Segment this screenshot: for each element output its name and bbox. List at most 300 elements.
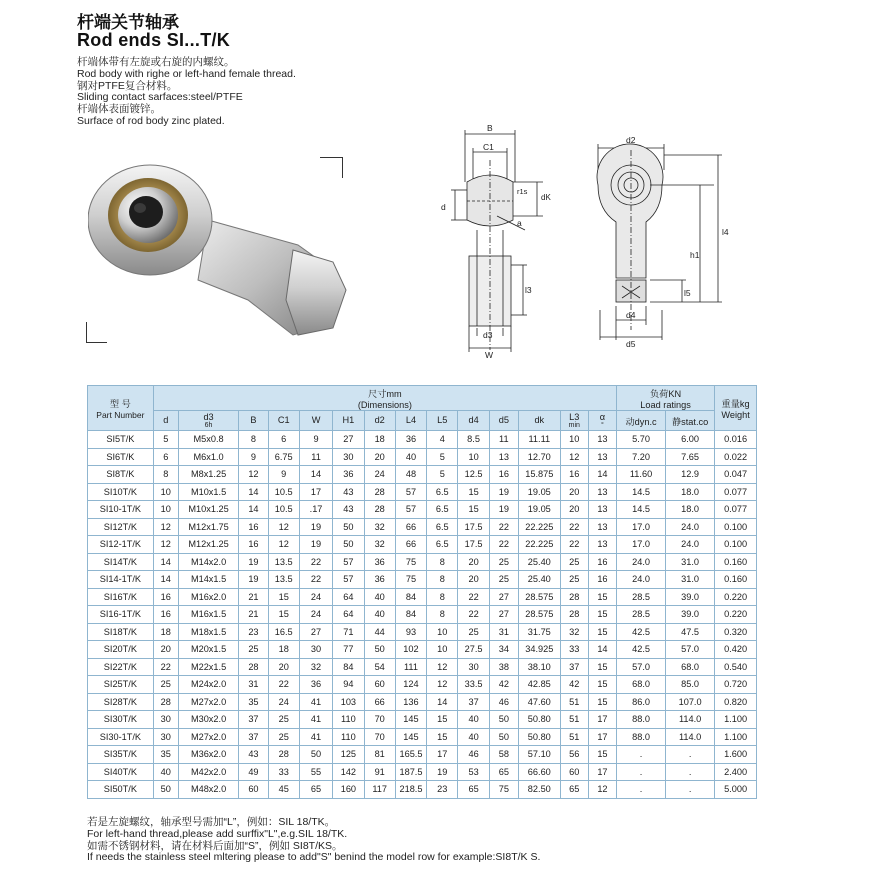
table-row: [88, 781, 757, 799]
table-cell: M6x1.0: [178, 448, 239, 466]
table-cell: 25: [560, 571, 588, 589]
table-cell: 36: [364, 553, 395, 571]
table-cell: 50: [299, 746, 332, 764]
table-cell: 22: [560, 518, 588, 536]
table-cell: 84: [333, 658, 364, 676]
header-model-cn: 型 号: [109, 399, 131, 409]
table-cell: 22: [268, 676, 299, 694]
table-cell: 31: [239, 676, 268, 694]
table-cell: 27: [489, 588, 518, 606]
table-cell: 1.100: [715, 728, 757, 746]
part-number-cell: SI14-1T/K: [88, 571, 154, 589]
table-cell: 124: [395, 676, 426, 694]
table-cell: 0.047: [715, 466, 757, 484]
table-cell: 22: [153, 658, 178, 676]
table-cell: 54: [364, 658, 395, 676]
column-header-dyn: 动dyn.c: [617, 411, 666, 431]
header-load-cn: 负荷KN: [650, 389, 682, 399]
part-number-cell: SI12-1T/K: [88, 536, 154, 554]
table-cell: 1.600: [715, 746, 757, 764]
column-header: [427, 411, 458, 431]
table-cell: 27: [333, 431, 364, 449]
table-cell: 24: [299, 588, 332, 606]
part-number-cell: SI14T/K: [88, 553, 154, 571]
table-cell: M27x2.0: [178, 728, 239, 746]
table-cell: 8: [427, 553, 458, 571]
table-cell: 6: [268, 431, 299, 449]
table-cell: 51: [560, 711, 588, 729]
column-header: [268, 411, 299, 431]
table-cell: M14x1.5: [178, 571, 239, 589]
column-header-label: B: [250, 415, 257, 425]
table-cell: 22: [299, 553, 332, 571]
table-cell: 15: [268, 606, 299, 624]
table-cell: 15: [458, 483, 489, 501]
table-cell: 15: [427, 711, 458, 729]
table-cell: 0.160: [715, 553, 757, 571]
table-cell: 11.11: [518, 431, 560, 449]
part-number-cell: SI10T/K: [88, 483, 154, 501]
table-cell: 12: [588, 781, 616, 799]
bore: [129, 196, 163, 228]
table-cell: 68.0: [666, 658, 715, 676]
table-cell: 6.00: [666, 431, 715, 449]
part-number-cell: SI35T/K: [88, 746, 154, 764]
table-cell: M10x1.25: [178, 501, 239, 519]
header-weight: [715, 386, 757, 431]
table-cell: M48x2.0: [178, 781, 239, 799]
table-cell: 14: [153, 571, 178, 589]
table-cell: 41: [299, 728, 332, 746]
table-cell: 10: [153, 501, 178, 519]
table-cell: 41: [299, 711, 332, 729]
table-cell: 8: [427, 588, 458, 606]
table-cell: 43: [239, 746, 268, 764]
table-cell: 20: [458, 571, 489, 589]
table-cell: 57: [333, 553, 364, 571]
table-cell: 66: [395, 518, 426, 536]
table-cell: 30: [153, 728, 178, 746]
table-cell: M8x1.25: [178, 466, 239, 484]
table-cell: 66.60: [518, 763, 560, 781]
table-cell: 8: [427, 606, 458, 624]
table-cell: M18x1.5: [178, 623, 239, 641]
table-cell: M12x1.75: [178, 518, 239, 536]
table-cell: 60: [364, 676, 395, 694]
table-row: [88, 448, 757, 466]
table-cell: 5: [427, 448, 458, 466]
table-cell: 16: [153, 588, 178, 606]
table-cell: 15: [588, 588, 616, 606]
table-cell: 60: [239, 781, 268, 799]
table-cell: 38.10: [518, 658, 560, 676]
table-cell: 84: [395, 606, 426, 624]
table-cell: 20: [268, 658, 299, 676]
table-cell: 27: [489, 606, 518, 624]
table-cell: 7.20: [617, 448, 666, 466]
table-cell: 110: [333, 728, 364, 746]
table-cell: 25: [458, 623, 489, 641]
table-cell: 28: [560, 606, 588, 624]
table-cell: 20: [364, 448, 395, 466]
table-cell: 17.5: [458, 518, 489, 536]
table-cell: 42.5: [617, 623, 666, 641]
table-cell: 75: [395, 553, 426, 571]
column-header-label: d5: [498, 415, 509, 425]
table-cell: 107.0: [666, 693, 715, 711]
table-cell: 114.0: [666, 728, 715, 746]
table-cell: 17: [427, 746, 458, 764]
table-cell: 13: [588, 448, 616, 466]
table-cell: 14.5: [617, 483, 666, 501]
table-cell: 23: [427, 781, 458, 799]
table-cell: 24.0: [617, 571, 666, 589]
table-cell: 14: [427, 693, 458, 711]
table-cell: 13: [489, 448, 518, 466]
table-cell: 58: [489, 746, 518, 764]
table-cell: 68.0: [617, 676, 666, 694]
part-number-cell: SI22T/K: [88, 658, 154, 676]
table-row: [88, 553, 757, 571]
table-cell: 16: [239, 536, 268, 554]
table-row: [88, 501, 757, 519]
table-cell: 43: [333, 483, 364, 501]
table-cell: 53: [458, 763, 489, 781]
table-cell: M22x1.5: [178, 658, 239, 676]
table-cell: 22.225: [518, 536, 560, 554]
description-line: 钢对PTFE复合材料。: [77, 79, 178, 92]
table-cell: M10x1.5: [178, 483, 239, 501]
table-cell: 15: [268, 588, 299, 606]
part-number-cell: SI28T/K: [88, 693, 154, 711]
part-number-cell: SI5T/K: [88, 431, 154, 449]
table-cell: 28.575: [518, 606, 560, 624]
column-header: [395, 411, 426, 431]
table-cell: .: [666, 746, 715, 764]
table-cell: 42: [489, 676, 518, 694]
table-cell: 14: [299, 466, 332, 484]
table-cell: 11: [299, 448, 332, 466]
table-cell: 25: [153, 676, 178, 694]
table-cell: 102: [395, 641, 426, 659]
table-cell: 165.5: [395, 746, 426, 764]
title-english: Rod ends SI...T/K: [77, 30, 231, 50]
table-cell: 4: [427, 431, 458, 449]
table-cell: 117: [364, 781, 395, 799]
table-cell: 14: [239, 483, 268, 501]
table-cell: 25: [268, 728, 299, 746]
table-cell: 28: [239, 658, 268, 676]
table-cell: 11: [489, 431, 518, 449]
table-cell: 12.70: [518, 448, 560, 466]
table-cell: 36: [333, 466, 364, 484]
table-cell: 64: [333, 588, 364, 606]
column-header-label: d3: [203, 411, 214, 422]
table-cell: 18: [364, 431, 395, 449]
table-cell: 18.0: [666, 483, 715, 501]
table-row: [88, 536, 757, 554]
column-header: [299, 411, 332, 431]
table-cell: 24.0: [617, 553, 666, 571]
specification-table: [87, 385, 757, 799]
table-cell: 13: [588, 536, 616, 554]
table-cell: M36x2.0: [178, 746, 239, 764]
column-header-label: dk: [534, 415, 545, 425]
table-cell: M30x2.0: [178, 711, 239, 729]
part-number-cell: SI30T/K: [88, 711, 154, 729]
table-cell: 16.5: [268, 623, 299, 641]
part-number-cell: SI50T/K: [88, 781, 154, 799]
table-row: [88, 571, 757, 589]
table-cell: .: [666, 763, 715, 781]
table-cell: 36: [395, 431, 426, 449]
table-cell: 19: [299, 518, 332, 536]
table-cell: 17: [299, 483, 332, 501]
table-cell: 5.000: [715, 781, 757, 799]
table-cell: 46: [458, 746, 489, 764]
dim-label-d5: d5: [626, 339, 636, 349]
table-cell: 23: [239, 623, 268, 641]
footnote-line: For left-hand thread,please add surffix"L",e.g.SIL 18/TK.: [87, 827, 348, 840]
table-cell: 20: [560, 483, 588, 501]
table-cell: 13: [588, 501, 616, 519]
footnote-line: If needs the stainless steel mltering please to add"S" benind the model row for example:SI8T/K S.: [87, 851, 541, 864]
table-cell: 15: [588, 606, 616, 624]
table-cell: 31.75: [518, 623, 560, 641]
table-cell: 0.100: [715, 536, 757, 554]
table-cell: 136: [395, 693, 426, 711]
table-cell: 28.5: [617, 606, 666, 624]
part-number-cell: SI8T/K: [88, 466, 154, 484]
table-cell: 17.0: [617, 536, 666, 554]
table-cell: M24x2.0: [178, 676, 239, 694]
table-cell: 15: [458, 501, 489, 519]
table-cell: 110: [333, 711, 364, 729]
table-row: [88, 518, 757, 536]
table-cell: 32: [364, 536, 395, 554]
table-cell: 57: [395, 483, 426, 501]
column-header: [364, 411, 395, 431]
table-cell: 36: [364, 571, 395, 589]
table-cell: 14: [588, 466, 616, 484]
column-header-label: W: [311, 415, 321, 425]
table-cell: M20x1.5: [178, 641, 239, 659]
dim-label-d: d: [441, 202, 446, 212]
column-header: [239, 411, 268, 431]
dim-label-dk: dK: [541, 193, 551, 202]
table-cell: 16: [588, 571, 616, 589]
part-number-cell: SI40T/K: [88, 763, 154, 781]
table-row: [88, 676, 757, 694]
table-cell: 40: [153, 763, 178, 781]
table-cell: 9: [239, 448, 268, 466]
table-cell: 37: [239, 711, 268, 729]
table-cell: 6.5: [427, 536, 458, 554]
table-cell: 34: [489, 641, 518, 659]
table-cell: 42.85: [518, 676, 560, 694]
description-line: 杆端体表面镀锌。: [77, 103, 161, 116]
table-cell: 75: [395, 571, 426, 589]
table-cell: M16x2.0: [178, 588, 239, 606]
table-cell: 51: [560, 693, 588, 711]
table-cell: 31.0: [666, 571, 715, 589]
table-cell: 55: [299, 763, 332, 781]
table-cell: 75: [489, 781, 518, 799]
table-cell: 32: [364, 518, 395, 536]
table-cell: 25: [489, 553, 518, 571]
table-cell: 9: [268, 466, 299, 484]
column-header-sub: °: [601, 421, 604, 429]
table-cell: 64: [333, 606, 364, 624]
column-header: [178, 411, 239, 431]
table-cell: 0.220: [715, 606, 757, 624]
column-header-label: H1: [342, 415, 355, 425]
table-cell: 14: [239, 501, 268, 519]
table-cell: 16: [239, 518, 268, 536]
column-header: [489, 411, 518, 431]
table-cell: 12: [268, 536, 299, 554]
table-cell: 37: [458, 693, 489, 711]
header-dims-cn: 尺寸mm: [368, 389, 402, 399]
table-cell: 93: [395, 623, 426, 641]
table-cell: M42x2.0: [178, 763, 239, 781]
table-cell: 13.5: [268, 553, 299, 571]
table-cell: 15: [588, 623, 616, 641]
dim-label-d2: d2: [626, 135, 636, 145]
table-cell: 35: [239, 693, 268, 711]
table-cell: 25: [239, 641, 268, 659]
table-cell: 42: [560, 676, 588, 694]
table-cell: 50: [333, 536, 364, 554]
dim-label-l4: l4: [722, 227, 729, 237]
table-cell: 6.5: [427, 483, 458, 501]
table-cell: 27: [299, 623, 332, 641]
table-cell: M27x2.0: [178, 693, 239, 711]
part-number-cell: SI6T/K: [88, 448, 154, 466]
table-cell: 45: [268, 781, 299, 799]
dim-label-r1s: r1s: [517, 187, 528, 196]
table-cell: 50: [364, 641, 395, 659]
column-header-label: L5: [437, 415, 448, 425]
part-number-cell: SI30-1T/K: [88, 728, 154, 746]
table-cell: 16: [560, 466, 588, 484]
table-cell: 8: [239, 431, 268, 449]
table-cell: 57.0: [666, 641, 715, 659]
table-cell: 187.5: [395, 763, 426, 781]
table-row: [88, 606, 757, 624]
column-header: [458, 411, 489, 431]
table-cell: 88.0: [617, 728, 666, 746]
table-cell: 10.5: [268, 483, 299, 501]
table-cell: 50: [489, 711, 518, 729]
table-cell: 49: [239, 763, 268, 781]
table-cell: 65: [458, 781, 489, 799]
table-cell: 33: [560, 641, 588, 659]
table-cell: 33: [268, 763, 299, 781]
table-cell: 48: [395, 466, 426, 484]
dim-label-d3: d3: [483, 330, 493, 340]
table-cell: 0.160: [715, 571, 757, 589]
footnotes: [87, 817, 540, 864]
table-cell: 77: [333, 641, 364, 659]
table-cell: 15: [588, 693, 616, 711]
table-cell: 47.5: [666, 623, 715, 641]
footnote-line: 如需不锈钢材料，请在材料后面加“S”，例如 SI8T/KS。: [87, 839, 343, 852]
table-cell: 0.077: [715, 483, 757, 501]
table-cell: 57: [395, 501, 426, 519]
table-cell: 24.0: [666, 536, 715, 554]
table-cell: 24: [364, 466, 395, 484]
table-cell: 81: [364, 746, 395, 764]
table-cell: 33.5: [458, 676, 489, 694]
table-row: [88, 623, 757, 641]
table-cell: 145: [395, 728, 426, 746]
table-cell: 20: [458, 553, 489, 571]
table-cell: 12: [427, 676, 458, 694]
table-cell: 5: [153, 431, 178, 449]
dim-label-C1: C1: [483, 142, 494, 152]
dim-label-l5: l5: [684, 288, 691, 298]
rod-end-product-image: [88, 150, 348, 350]
table-cell: 19.05: [518, 483, 560, 501]
table-cell: 0.720: [715, 676, 757, 694]
table-cell: 0.320: [715, 623, 757, 641]
table-cell: 13: [588, 518, 616, 536]
table-cell: 12.5: [458, 466, 489, 484]
table-cell: 28.575: [518, 588, 560, 606]
table-cell: 50: [153, 781, 178, 799]
table-cell: 114.0: [666, 711, 715, 729]
table-cell: 10: [560, 431, 588, 449]
description-line: Surface of rod body zinc plated.: [77, 114, 225, 127]
description-line: Sliding contact sarfaces:steel/PTFE: [77, 91, 243, 104]
section-view-diagram: [437, 120, 577, 360]
table-cell: 8: [427, 571, 458, 589]
table-cell: M16x1.5: [178, 606, 239, 624]
table-cell: 10: [427, 623, 458, 641]
table-cell: 18: [268, 641, 299, 659]
table-cell: 9: [299, 431, 332, 449]
table-row: [88, 763, 757, 781]
table-cell: 19: [299, 536, 332, 554]
column-header-label: L4: [405, 415, 417, 425]
column-header-label: L3: [569, 411, 580, 422]
table-cell: 38: [489, 658, 518, 676]
table-cell: 50: [489, 728, 518, 746]
table-cell: 31: [489, 623, 518, 641]
table-cell: 6.5: [427, 501, 458, 519]
table-cell: 16: [588, 553, 616, 571]
table-cell: 37: [560, 658, 588, 676]
column-header-sub: min: [568, 421, 580, 429]
table-cell: 28: [560, 588, 588, 606]
column-header-label: d2: [374, 415, 385, 425]
table-cell: 12: [153, 536, 178, 554]
table-cell: 46: [489, 693, 518, 711]
table-cell: 16: [489, 466, 518, 484]
table-cell: 15: [588, 676, 616, 694]
table-cell: 0.540: [715, 658, 757, 676]
table-cell: 30: [153, 711, 178, 729]
table-cell: 17: [588, 711, 616, 729]
table-cell: 0.016: [715, 431, 757, 449]
title-chinese: 杆端关节轴承: [77, 13, 179, 32]
table-cell: 17.5: [458, 536, 489, 554]
table-row: [88, 588, 757, 606]
table-cell: 19: [489, 501, 518, 519]
part-number-cell: SI18T/K: [88, 623, 154, 641]
table-cell: 17: [588, 728, 616, 746]
